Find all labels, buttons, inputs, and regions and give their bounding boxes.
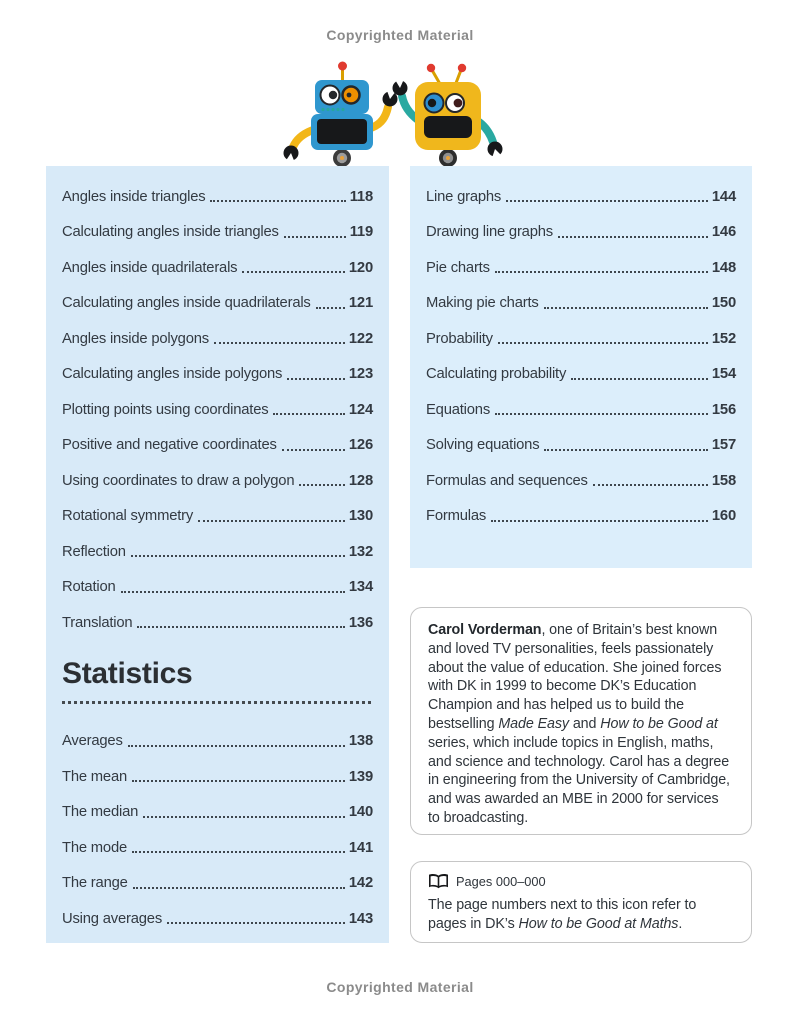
toc-dot-leader bbox=[131, 546, 345, 557]
toc-left-entries bbox=[62, 179, 373, 641]
toc-entry-label: Averages bbox=[62, 733, 123, 750]
toc-entry-page-number: 143 bbox=[348, 910, 373, 927]
toc-entry bbox=[62, 250, 373, 286]
toc-right-entries bbox=[426, 179, 736, 534]
toc-dot-leader bbox=[287, 369, 345, 380]
bio-title-made-easy: Made Easy bbox=[498, 715, 569, 732]
toc-panel-right bbox=[410, 166, 752, 568]
toc-dot-leader bbox=[495, 404, 708, 415]
toc-dot-leader bbox=[133, 878, 345, 889]
toc-entry bbox=[62, 392, 373, 428]
toc-entry-page-number: 142 bbox=[348, 875, 373, 892]
author-name: Carol Vorderman bbox=[428, 622, 542, 638]
toc-entry-label: The mean bbox=[62, 768, 128, 785]
toc-entry bbox=[62, 534, 373, 570]
toc-entry bbox=[426, 428, 736, 464]
toc-entry-label: Angles inside quadrilaterals bbox=[62, 259, 238, 276]
toc-entry-label: The median bbox=[62, 804, 139, 821]
toc-entry bbox=[62, 357, 373, 393]
toc-entry-page-number: 148 bbox=[711, 259, 736, 276]
toc-dot-leader bbox=[137, 617, 344, 628]
bio-title-how-to-be-good-at: How to be Good at bbox=[600, 715, 718, 732]
toc-entry bbox=[426, 463, 736, 499]
yellow-robot-icon bbox=[393, 64, 503, 167]
toc-entry-label: Calculating angles inside polygons bbox=[62, 366, 283, 383]
toc-entry-page-number: 126 bbox=[348, 437, 373, 454]
toc-dot-leader bbox=[544, 440, 707, 451]
note-pages-label: Pages 000–000 bbox=[456, 874, 546, 889]
toc-dot-leader bbox=[132, 842, 345, 853]
toc-dot-leader bbox=[558, 227, 708, 238]
toc-dot-leader bbox=[198, 511, 345, 522]
toc-entry bbox=[426, 286, 736, 322]
copyright-notice-bottom: Copyrighted Material bbox=[326, 979, 474, 995]
toc-dot-leader bbox=[284, 227, 346, 238]
toc-dot-leader bbox=[506, 191, 708, 202]
toc-entry bbox=[62, 499, 373, 535]
note-book-title: How to be Good at Maths bbox=[518, 915, 679, 932]
toc-entry bbox=[426, 179, 736, 215]
toc-entry-label: Drawing line graphs bbox=[426, 224, 553, 241]
toc-dot-leader bbox=[214, 333, 345, 344]
toc-entry bbox=[62, 866, 373, 902]
toc-entry-page-number: 136 bbox=[348, 614, 373, 631]
toc-entry bbox=[62, 830, 373, 866]
toc-dot-leader bbox=[121, 582, 345, 593]
toc-entry-page-number: 144 bbox=[711, 188, 736, 205]
toc-left-section-entries bbox=[62, 724, 373, 937]
toc-entry-page-number: 121 bbox=[348, 295, 373, 312]
toc-entry-page-number: 123 bbox=[348, 366, 373, 383]
toc-entry-label: Using averages bbox=[62, 910, 163, 927]
toc-entry bbox=[62, 179, 373, 215]
toc-dot-leader bbox=[498, 333, 708, 344]
toc-entry-page-number: 124 bbox=[348, 401, 373, 418]
toc-entry-label: The range bbox=[62, 875, 128, 892]
section-heading-statistics: Statistics bbox=[62, 656, 193, 690]
toc-entry-page-number: 120 bbox=[348, 259, 373, 276]
copyright-notice-top: Copyrighted Material bbox=[326, 27, 474, 43]
toc-entry-label: Plotting points using coordinates bbox=[62, 401, 269, 418]
toc-entry bbox=[426, 392, 736, 428]
toc-entry-page-number: 122 bbox=[348, 330, 373, 347]
toc-entry-label: Calculating probability bbox=[426, 366, 567, 383]
toc-entry-page-number: 160 bbox=[711, 508, 736, 525]
toc-dot-leader bbox=[593, 475, 708, 486]
toc-entry bbox=[62, 724, 373, 760]
note-segment: . bbox=[678, 915, 683, 932]
toc-entry-page-number: 158 bbox=[711, 472, 736, 489]
toc-dot-leader bbox=[299, 475, 345, 486]
toc-entry-page-number: 130 bbox=[348, 508, 373, 525]
section-dotted-rule bbox=[62, 701, 371, 704]
author-bio-box bbox=[410, 607, 752, 835]
toc-entry-label: Line graphs bbox=[426, 188, 502, 205]
toc-dot-leader bbox=[273, 404, 344, 415]
toc-entry bbox=[426, 357, 736, 393]
toc-entry-label: Solving equations bbox=[426, 437, 540, 454]
toc-entry-label: Reflection bbox=[62, 543, 126, 560]
toc-entry bbox=[62, 795, 373, 831]
toc-entry-page-number: 119 bbox=[349, 224, 373, 241]
toc-panel-left bbox=[46, 166, 389, 943]
toc-entry-page-number: 128 bbox=[348, 472, 373, 489]
toc-entry bbox=[62, 759, 373, 795]
toc-entry-label: Rotational symmetry bbox=[62, 508, 194, 525]
bio-segment: series, which include topics in English, maths, and science and technology. Carol has a degree in engineering from the University of Cambridge, and was awarded an MBE in 2000 for services to broadcasting. bbox=[428, 734, 730, 826]
toc-dot-leader bbox=[495, 262, 708, 273]
toc-dot-leader bbox=[491, 511, 708, 522]
bio-segment: and bbox=[568, 715, 601, 732]
toc-entry bbox=[62, 321, 373, 357]
toc-entry-label: Positive and negative coordinates bbox=[62, 437, 277, 454]
toc-entry-page-number: 140 bbox=[348, 804, 373, 821]
toc-entry-label: Formulas and sequences bbox=[426, 472, 588, 489]
toc-dot-leader bbox=[143, 807, 345, 818]
toc-entry-label: Making pie charts bbox=[426, 295, 539, 312]
toc-entry-page-number: 152 bbox=[711, 330, 736, 347]
author-bio-text bbox=[428, 621, 734, 828]
toc-entry bbox=[426, 215, 736, 251]
toc-entry-page-number: 146 bbox=[711, 224, 736, 241]
toc-entry-page-number: 132 bbox=[348, 543, 373, 560]
toc-entry-page-number: 154 bbox=[711, 366, 736, 383]
toc-entry-page-number: 156 bbox=[711, 401, 736, 418]
toc-entry-label: Angles inside polygons bbox=[62, 330, 209, 347]
toc-dot-leader bbox=[544, 298, 708, 309]
toc-dot-leader bbox=[571, 369, 708, 380]
toc-entry bbox=[426, 250, 736, 286]
toc-dot-leader bbox=[128, 736, 345, 747]
toc-entry bbox=[62, 215, 373, 251]
toc-entry-page-number: 138 bbox=[348, 733, 373, 750]
toc-entry bbox=[62, 570, 373, 606]
toc-entry bbox=[62, 901, 373, 937]
note-text bbox=[428, 896, 734, 934]
toc-entry-label: The mode bbox=[62, 839, 128, 856]
toc-dot-leader bbox=[316, 298, 345, 309]
blue-robot-icon bbox=[284, 62, 398, 168]
toc-entry-label: Probability bbox=[426, 330, 493, 347]
toc-entry-label: Using coordinates to draw a polygon bbox=[62, 472, 295, 489]
toc-entry-page-number: 157 bbox=[711, 437, 736, 454]
toc-entry-page-number: 141 bbox=[348, 839, 373, 856]
toc-entry bbox=[62, 286, 373, 322]
toc-entry bbox=[62, 605, 373, 641]
toc-entry-page-number: 134 bbox=[348, 579, 373, 596]
toc-entry-page-number: 150 bbox=[711, 295, 736, 312]
robots-illustration bbox=[282, 60, 512, 168]
toc-entry-label: Equations bbox=[426, 401, 491, 418]
toc-dot-leader bbox=[282, 440, 345, 451]
page-reference-note-box bbox=[410, 861, 752, 943]
note-segment: The page numbers next to this icon refer to pages in DK’s bbox=[428, 897, 697, 932]
toc-entry-label: Formulas bbox=[426, 508, 487, 525]
toc-entry-label: Rotation bbox=[62, 579, 116, 596]
toc-entry-page-number: 118 bbox=[349, 188, 373, 205]
toc-dot-leader bbox=[210, 191, 345, 202]
toc-dot-leader bbox=[242, 262, 345, 273]
note-header bbox=[428, 873, 734, 890]
toc-entry bbox=[426, 499, 736, 535]
two-robots-icon bbox=[282, 60, 512, 168]
toc-entry-label: Angles inside triangles bbox=[62, 188, 206, 205]
toc-entry bbox=[62, 428, 373, 464]
toc-entry-label: Calculating angles inside quadrilaterals bbox=[62, 295, 311, 312]
toc-entry-page-number: 139 bbox=[348, 768, 373, 785]
toc-dot-leader bbox=[132, 771, 345, 782]
toc-entry-label: Pie charts bbox=[426, 259, 490, 276]
toc-entry-label: Calculating angles inside triangles bbox=[62, 224, 279, 241]
toc-entry-label: Translation bbox=[62, 614, 133, 631]
toc-entry bbox=[62, 463, 373, 499]
bio-segment: , one of Britain’s best known and loved TV personalities, feels passionately about the value of education. She joined forces with DK in 1999 to become DK’s Education Champion and has helped us to build the bestselling bbox=[428, 622, 722, 732]
toc-dot-leader bbox=[167, 913, 345, 924]
toc-entry bbox=[426, 321, 736, 357]
open-book-icon bbox=[428, 873, 449, 890]
